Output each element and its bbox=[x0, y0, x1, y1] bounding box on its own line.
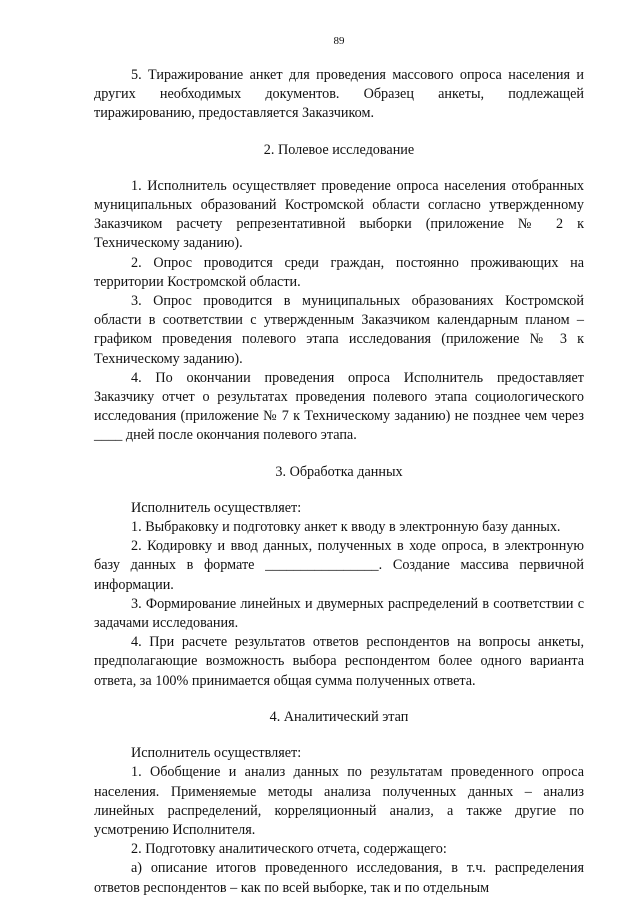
paragraph-analytics-2a: а) описание итогов проведенного исследования, в т.ч. распределения ответов респондентов – как по всей выборке, так и по отдельным bbox=[94, 860, 584, 896]
section-heading-field-research: 2. Полевое исследование bbox=[263, 141, 415, 158]
paragraph-field-1: 1. Исполнитель осуществляет проведение опроса населения отобранных муниципальных образований Костромской области согласно утвержденному Заказчиком расчету репрезентативной выборки (приложение № 2 к Техническому заданию). bbox=[94, 177, 584, 252]
paragraph-tiraj: 5. Тиражирование анкет для проведения массового опроса населения и других необходимых документов. Образец анкеты, подлежащей тиражированию, предоставляется Заказчиком. bbox=[94, 67, 584, 122]
section-heading-analytics: 4. Аналитический этап bbox=[269, 708, 409, 725]
paragraph-processing-4: 4. При расчете результатов ответов респондентов на вопросы анкеты, предполагающие возможность выбора респондентом более одного варианта ответа, за 100% принимается общая сумма полученных ответа. bbox=[94, 634, 584, 689]
paragraph-field-4: 4. По окончании проведения опроса Исполнитель предоставляет Заказчику отчет о результатах проведения полевого этапа социологического исследования (приложение № 7 к Техническому заданию) не позднее чем через ____ дней после окончания полевого этапа. bbox=[94, 369, 584, 444]
section-heading-data-processing: 3. Обработка данных bbox=[275, 463, 403, 480]
paragraph-analytics-2: 2. Подготовку аналитического отчета, содержащего: bbox=[131, 841, 447, 858]
page-number: 89 bbox=[333, 35, 345, 47]
paragraph-analytics-1: 1. Обобщение и анализ данных по результатам проведенного опроса населения. Применяемые методы анализа полученных данных – анализ линейных распределений, корреляционный анализ, а также другие по усмотрению Исполнителя. bbox=[94, 764, 584, 838]
paragraph-field-2: 2. Опрос проводится среди граждан, постоянно проживающих на территории Костромской области. bbox=[94, 254, 584, 290]
paragraph-processing-2: 2. Кодировку и ввод данных, полученных в ходе опроса, в электронную базу данных в формате ________________. Создание массива первичной информации. bbox=[94, 538, 584, 593]
paragraph-processing-3: 3. Формирование линейных и двумерных распределений в соответствии с задачами исследования. bbox=[94, 595, 584, 632]
paragraph-analytics-intro: Исполнитель осуществляет: bbox=[131, 745, 302, 762]
document-page bbox=[94, 34, 584, 898]
paragraph-processing-1: 1. Выбраковку и подготовку анкет к вводу в электронную базу данных. bbox=[131, 519, 561, 536]
paragraph-field-3: 3. Опрос проводится в муниципальных образованиях Костромской области в соответствии с утвержденным Заказчиком календарным планом – графиком проведения полевого этапа исследования (приложение № 3 к Техническому заданию). bbox=[94, 293, 584, 367]
paragraph-processing-intro: Исполнитель осуществляет: bbox=[131, 499, 302, 516]
